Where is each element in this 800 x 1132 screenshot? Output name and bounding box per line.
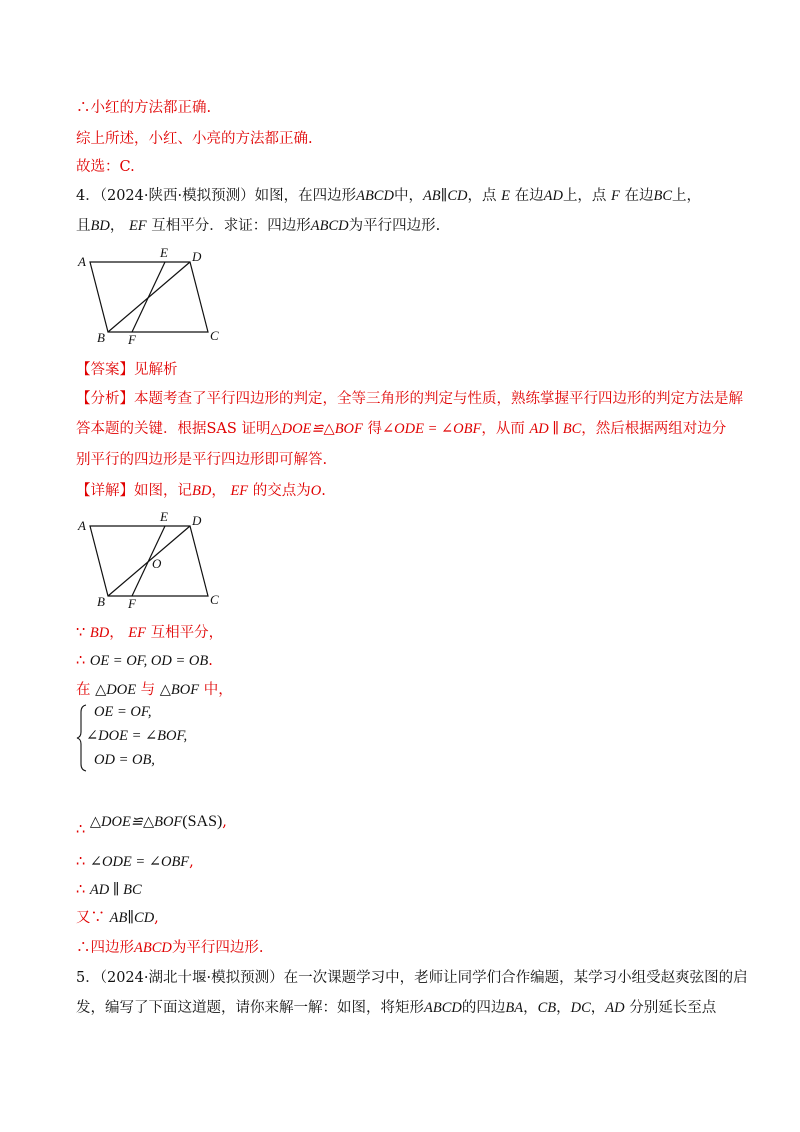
parallelogram-figure-2 (72, 508, 232, 608)
question-4-line-1: 4．（2024·陕西·模拟预测）如图，在四边形ABCD中，AB∥CD，点 E 在边AD上，点 F 在边BC上， (76, 188, 702, 204)
proof-line-5: ∴ ∠ODE = ∠OBF, (76, 854, 194, 870)
answer-line: 【答案】见解析 (76, 362, 178, 378)
equation-row-1: OE = OF, (94, 704, 152, 720)
label-a: A (78, 254, 86, 269)
proof-line-1: ∵ BD， EF 互相平分， (76, 625, 224, 641)
question-5-line-2: 发，编写了下面这道题，请你来解一解：如图，将矩形ABCD的四边BA，CB，DC，AD 分别延长至点 (76, 1000, 717, 1016)
label-d: D (192, 249, 202, 264)
proof-line-2: ∴ OE = OF, OD = OB. (76, 653, 213, 669)
equation-system (76, 702, 276, 772)
label-e: E (160, 509, 168, 524)
analysis-line-2: 答本题的关键．根据SAS 证明△DOE≌△BOF 得∠ODE = ∠OBF，从而 AD ∥ BC，然后根据两组对边分 (76, 421, 727, 437)
proof-line-3: 在 △DOE 与 △BOF 中， (76, 682, 233, 698)
question-5-line-1: 5．（2024·湖北十堰·模拟预测）在一次课题学习中，老师让同学们合作编题，某学习小组受赵爽弦图的启 (76, 970, 748, 986)
equation-row-2: ∠DOE = ∠BOF, (86, 728, 188, 744)
analysis-line-3: 别平行的四边形是平行四边形即可解答. (76, 452, 328, 468)
text-line-summary: 综上所述，小红、小亮的方法都正确. (76, 131, 313, 147)
detail-line-1: 【详解】如图，记BD， EF 的交点为O. (76, 483, 326, 499)
text-line-choice: 故选：C. (76, 159, 135, 175)
label-b: B (97, 330, 105, 344)
proof-line-7: 又∵ AB∥CD, (76, 910, 159, 926)
label-b: B (97, 594, 105, 608)
parallelogram-figure-1 (72, 244, 232, 344)
label-c: C (210, 592, 219, 607)
label-a: A (78, 518, 86, 533)
proof-line-8: ∴四边形ABCD为平行四边形. (76, 940, 264, 956)
label-f: F (128, 596, 136, 608)
proof-line-4: ∴ △DOE≌△BOF(SAS), (76, 813, 227, 838)
label-f: F (128, 332, 136, 344)
proof-line-6: ∴ AD ∥ BC (76, 882, 142, 898)
equation-row-3: OD = OB, (94, 752, 155, 768)
label-e: E (160, 245, 168, 260)
analysis-line-1: 【分析】本题考查了平行四边形的判定，全等三角形的判定与性质，熟练掌握平行四边形的判定方法是解 (76, 391, 743, 407)
label-d: D (192, 513, 202, 528)
label-o: O (152, 556, 162, 571)
question-4-line-2: 且BD， EF 互相平分．求证：四边形ABCD为平行四边形. (76, 218, 441, 234)
label-c: C (210, 328, 219, 343)
segment-ef (132, 262, 165, 332)
text-line-conclusion: ∴小红的方法都正确. (76, 100, 212, 116)
